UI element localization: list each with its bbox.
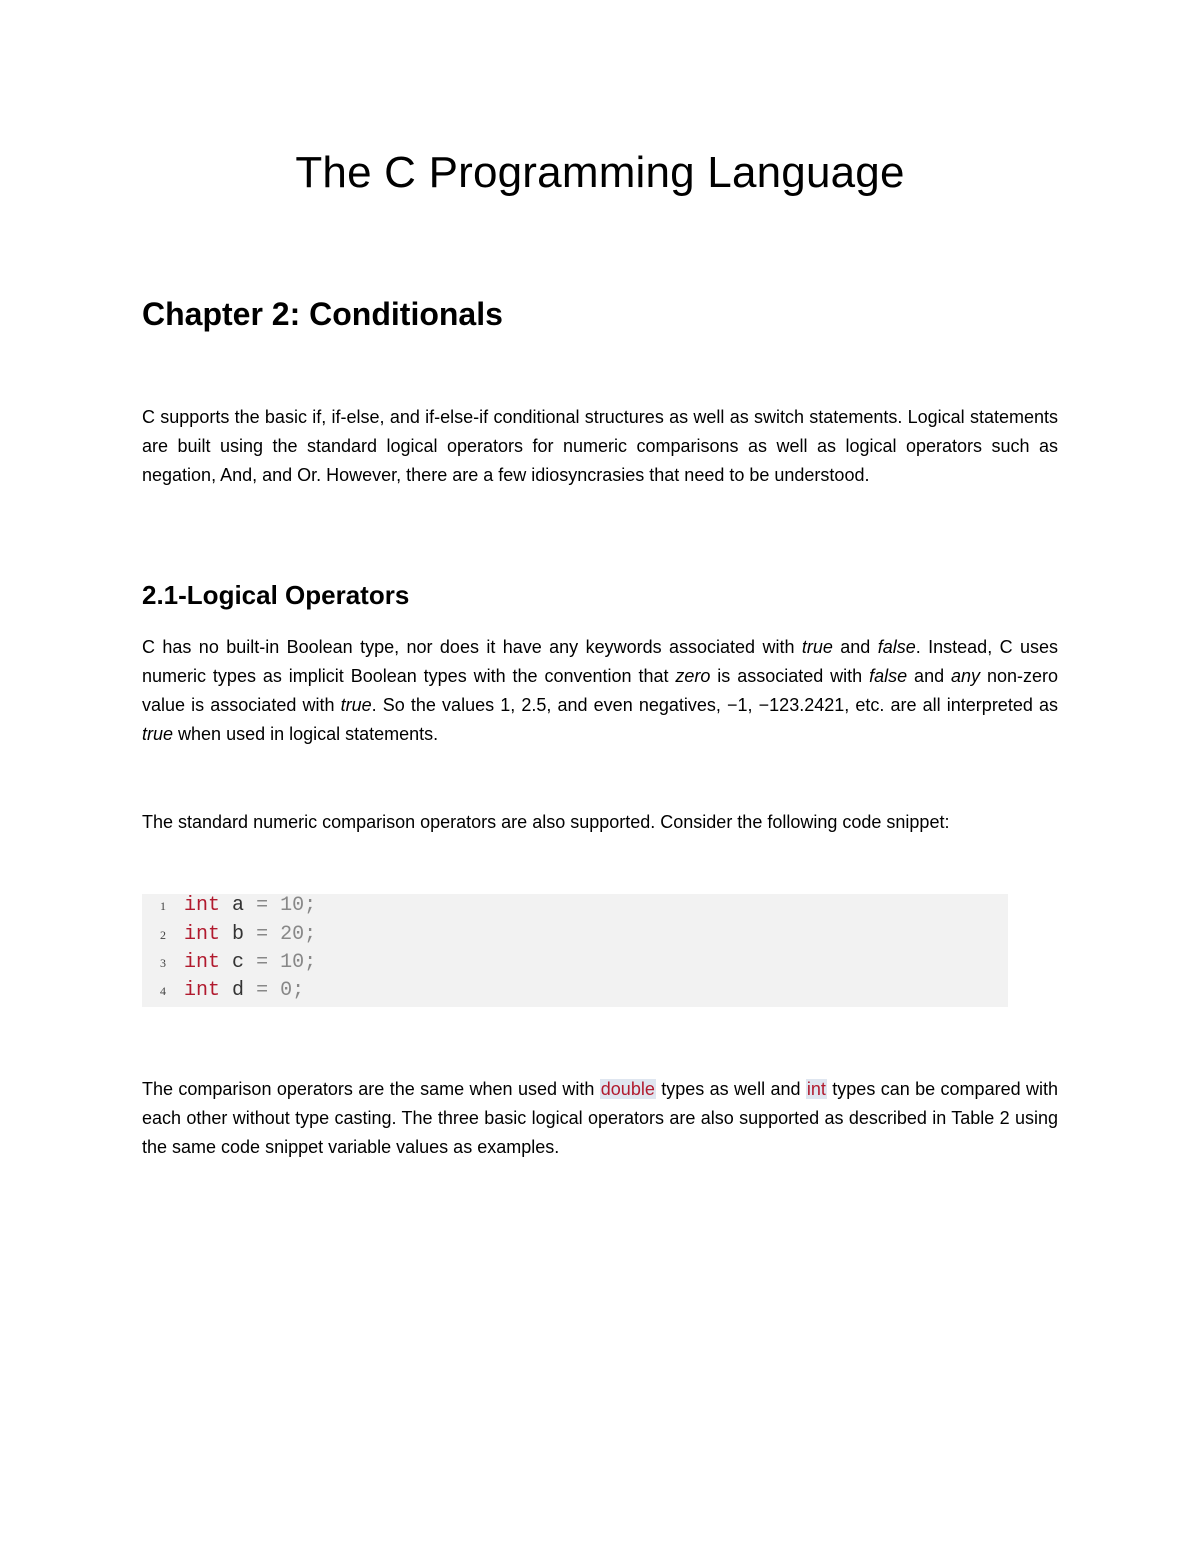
operator: = bbox=[256, 951, 269, 974]
line-number: 2 bbox=[160, 928, 166, 942]
emphasis-true: true bbox=[340, 695, 372, 715]
text-run: and bbox=[832, 637, 878, 657]
variable: c bbox=[232, 951, 245, 974]
variable: a bbox=[232, 894, 245, 917]
highlighted-term-double: double bbox=[600, 1079, 655, 1099]
text-run: types as well and bbox=[655, 1079, 806, 1099]
variable: b bbox=[232, 923, 245, 946]
emphasis-any: any bbox=[951, 666, 981, 686]
keyword: int bbox=[184, 979, 221, 1002]
section-paragraph bbox=[142, 633, 1058, 749]
code-snippet bbox=[142, 894, 1008, 1007]
keyword: int bbox=[184, 951, 221, 974]
code-line bbox=[142, 977, 304, 1005]
emphasis-false: false bbox=[869, 666, 908, 686]
emphasis-true: true bbox=[801, 637, 833, 657]
keyword: int bbox=[184, 923, 221, 946]
literal: 20; bbox=[280, 923, 317, 946]
emphasis-false: false bbox=[877, 637, 916, 657]
comparison-intro-paragraph: The standard numeric comparison operators are also supported. Consider the following code snippet: bbox=[142, 812, 950, 832]
literal: 10; bbox=[280, 951, 317, 974]
emphasis-true: true bbox=[142, 724, 174, 744]
closing-paragraph bbox=[142, 1075, 1058, 1162]
operator: = bbox=[256, 894, 269, 917]
line-number: 4 bbox=[160, 984, 166, 998]
line-number: 1 bbox=[160, 899, 166, 913]
chapter-heading: Chapter 2: Conditionals bbox=[142, 296, 503, 332]
literal: 10; bbox=[280, 894, 317, 917]
document-title: The C Programming Language bbox=[295, 148, 905, 197]
line-number: 3 bbox=[160, 956, 166, 970]
keyword: int bbox=[184, 894, 221, 917]
text-run: . Instead, C uses numeric types as implicit Boolean types with the convention that bbox=[142, 637, 1058, 686]
text-run: non-zero value is associated with bbox=[142, 666, 1058, 715]
section-heading: 2.1-Logical Operators bbox=[142, 580, 410, 610]
code-line bbox=[142, 921, 316, 949]
code-line bbox=[142, 949, 316, 977]
operator: = bbox=[256, 979, 269, 1002]
highlighted-term-int: int bbox=[806, 1079, 826, 1099]
text-run: The comparison operators are the same when used with bbox=[142, 1079, 600, 1099]
emphasis-zero: zero bbox=[675, 666, 711, 686]
text-run: C has no built-in Boolean type, nor does it have any keywords associated with bbox=[142, 637, 802, 657]
text-run: types can be compared with each other without type casting. The three basic logical operators are also supported as described in Table 2 using the same code snippet variable values as examples. bbox=[142, 1079, 1058, 1157]
operator: = bbox=[256, 923, 269, 946]
text-run: is associated with bbox=[710, 666, 870, 686]
text-run: when used in logical statements. bbox=[173, 724, 439, 744]
intro-paragraph: C supports the basic if, if-else, and if-else-if conditional structures as well as switch statements. Logical statements are built using the standard logical operators for numeric comparisons as well as logical operators such as negation, And, and Or. However, there are a few idiosyncrasies that need to be understood. bbox=[142, 407, 1058, 485]
text-run: and bbox=[907, 666, 951, 686]
literal: 0; bbox=[280, 979, 305, 1002]
text-run: . So the values 1, 2.5, and even negatives, −1, −123.2421, etc. are all interpreted as bbox=[371, 695, 1058, 715]
code-line bbox=[142, 892, 316, 920]
variable: d bbox=[232, 979, 245, 1002]
